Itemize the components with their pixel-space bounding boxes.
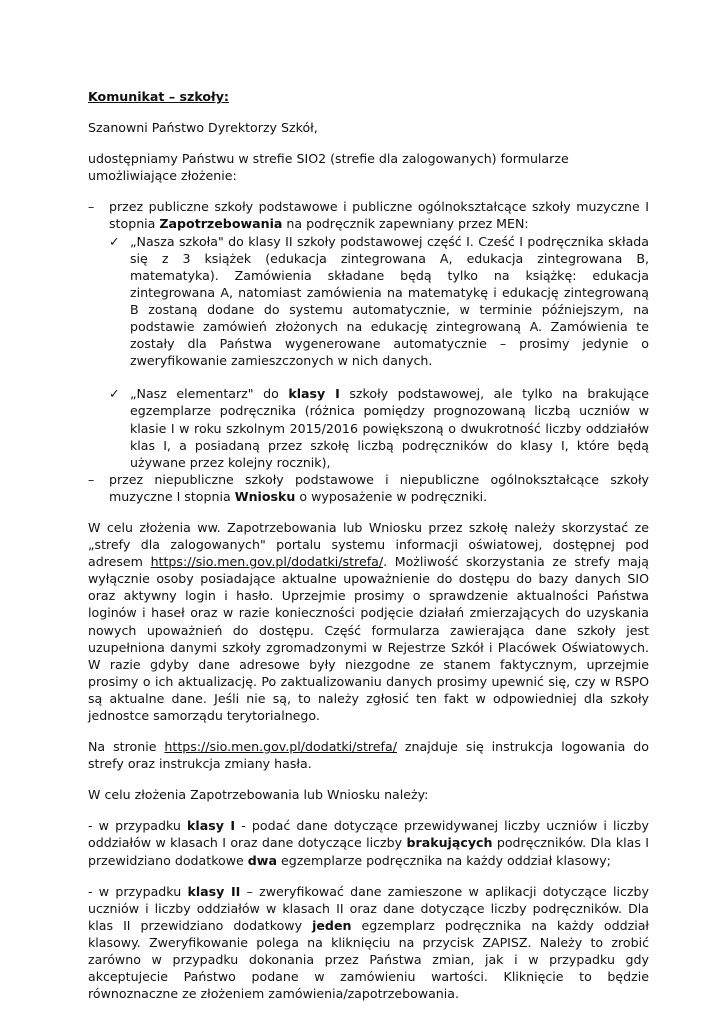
bold-text: brakujących: [406, 835, 493, 851]
list-item-public-schools: [88, 198, 649, 232]
paragraph-text: Na stronie: [88, 739, 165, 755]
sublist-item-bold: klasy I: [288, 386, 340, 402]
paragraph-text: . Możliwość skorzystania ze strefy mają wyłącznie osoby posiadające aktualne upoważnienie do dostępu do bazy danych SIO oraz aktywny login i hasło. Uprzejmie prosimy o sprawdzenie aktualności Państwa loginów i haseł oraz w razie konieczności podjęcie działań zmierzających do uzyskania nowych upoważnień do dostępu. Część formularza zawierająca dane szkoły jest uzupełniona danymi szkoły zgromadzonymi w Rejestrze Szkół i Placówek Oświatowych. W razie gdyby dane adresowe były niezgodne ze stanem faktycznym, uprzejmie prosimy o ich aktualizację. Po zaktualizowaniu danych prosimy upewnić się, czy w RSPO są aktualne dane. Jeśli nie są, to należy zgłosić ten fakt w odpowiedniej dla szkoły jednostce samorządu terytorialnego.: [88, 554, 649, 723]
checkmark-icon: ✓: [109, 386, 120, 402]
instructions-link[interactable]: https://sio.men.gov.pl/dodatki/strefa/: [164, 739, 397, 755]
list-item-text: o wyposażenie w podręczniki.: [295, 488, 488, 504]
bold-text: klasy II: [187, 883, 241, 899]
paragraph-text: - podać dane dotyczące przewidywanej liczby uczniów i liczby oddziałów w klasach I oraz dane dotyczące liczby: [88, 818, 649, 851]
list-item-text: przez niepubliczne szkoły podstawowe i niepubliczne ogólnokształcące szkoły muzyczne I stopnia: [109, 471, 649, 504]
paragraph-text: egzemplarz podręcznika na każdy oddział klasowy. Zweryfikowanie polega na kliknięciu na przycisk ZAPISZ. Należy to zrobić zarówno w przypadku dokonania przez Państwa zmian, jak i w przypadku gdy akceptujecie Państwo podane w zamówieniu wartości. Kliknięcie to będzie równoznaczne ze złożeniem zamówienia/zapotrzebowania.: [88, 917, 650, 1002]
paragraph-text: znajduje się instrukcja logowania do strefy oraz instrukcja zmiany hasła.: [88, 739, 649, 772]
strefa-paragraph: [88, 519, 649, 724]
list-item-text: na podręcznik zapewniany przez MEN:: [282, 216, 529, 232]
list-item-bold: Wniosku: [234, 488, 296, 504]
steps-intro: W celu złożenia Zapotrzebowania lub Wniosku należy:: [88, 787, 429, 803]
sublist-item-nasz-elementarz: [109, 385, 649, 470]
checkmark-icon: ✓: [109, 233, 120, 249]
paragraph-text: egzemplarze podręcznika na każdy oddział klasowy;: [276, 852, 611, 868]
instructions-paragraph: [88, 738, 649, 772]
paragraph-text: W celu złożenia ww. Zapotrzebowania lub Wniosku przez szkołę należy skorzystać ze „strefy dla zalogowanych" portalu systemu informacji oświatowej, dostępnej pod adresem: [88, 519, 649, 570]
paragraph-text: – zweryfikować dane zamieszone w aplikacji dotyczące liczby uczniów i liczby oddziałów w klasach II oraz dane dotyczące liczby podręczników. Dla klas II przewidziano dodatkowy: [88, 883, 649, 933]
class-ii-paragraph: [88, 883, 649, 1003]
bold-text: dwa: [247, 852, 277, 868]
strefa-link[interactable]: https://sio.men.gov.pl/dodatki/strefa/: [150, 554, 384, 570]
list-item-text: przez publiczne szkoły podstawowe i publiczne ogólnokształcące szkoły muzyczne I stopnia: [109, 199, 649, 232]
bold-text: klasy I: [187, 818, 236, 834]
sublist-item-text: „Nasza szkoła" do klasy II szkoły podstawowej część I. Cześć I podręcznika składa się z 3 książek (edukacja zintegrowana A, edukacja zintegrowana B, matematyka). Zamówienia składane będą tylko na książkę: edukacja zintegrowana A, natomiast zamówienia na matematykę i edukację zintegrowaną B zostaną dodane do systemu automatycznie, w terminie późniejszym, na podstawie zamówień złożonych na edukację zintegrowaną A. Zamówienia te zostały dla Państwa wygenerowane automatycznie – prosimy jedynie o zweryfikowanie zamieszczonych w nich danych.: [130, 233, 649, 369]
bold-text: jeden: [312, 917, 352, 933]
sublist-item-text: szkoły podstawowej, ale tylko na brakujące egzemplarze podręcznika (różnica pomiędzy prognozowaną liczbą uczniów w klasie I w roku szkolnym 2015/2016 powiększoną o dwukrotność liczby oddziałów klas I, a posiadaną przez szkołę liczbą podręczników do klasy I, które będą używane przez kolejny rocznik),: [130, 386, 649, 470]
sublist-item-nasza-szkola: [109, 233, 649, 370]
list-item-nonpublic-schools: [88, 471, 649, 505]
greeting: Szanowni Państwo Dyrektorzy Szkół,: [88, 120, 318, 136]
class-i-paragraph: [88, 817, 649, 868]
sublist-item-text: „Nasz elementarz" do: [130, 386, 289, 402]
intro-paragraph: udostępniamy Państwu w strefie SIO2 (strefie dla zalogowanych) formularze umożliwiające złożenie:: [88, 151, 569, 184]
page-title: Komunikat – szkoły:: [88, 89, 229, 104]
list-item-bold: Zapotrzebowania: [159, 216, 283, 232]
dash-bullet: –: [88, 199, 95, 215]
paragraph-text: - w przypadku: [88, 818, 188, 834]
dash-bullet: –: [88, 471, 95, 487]
paragraph-text: podręczników. Dla klas I przewidziano dodatkowe: [88, 835, 649, 868]
paragraph-text: - w przypadku: [88, 883, 188, 899]
